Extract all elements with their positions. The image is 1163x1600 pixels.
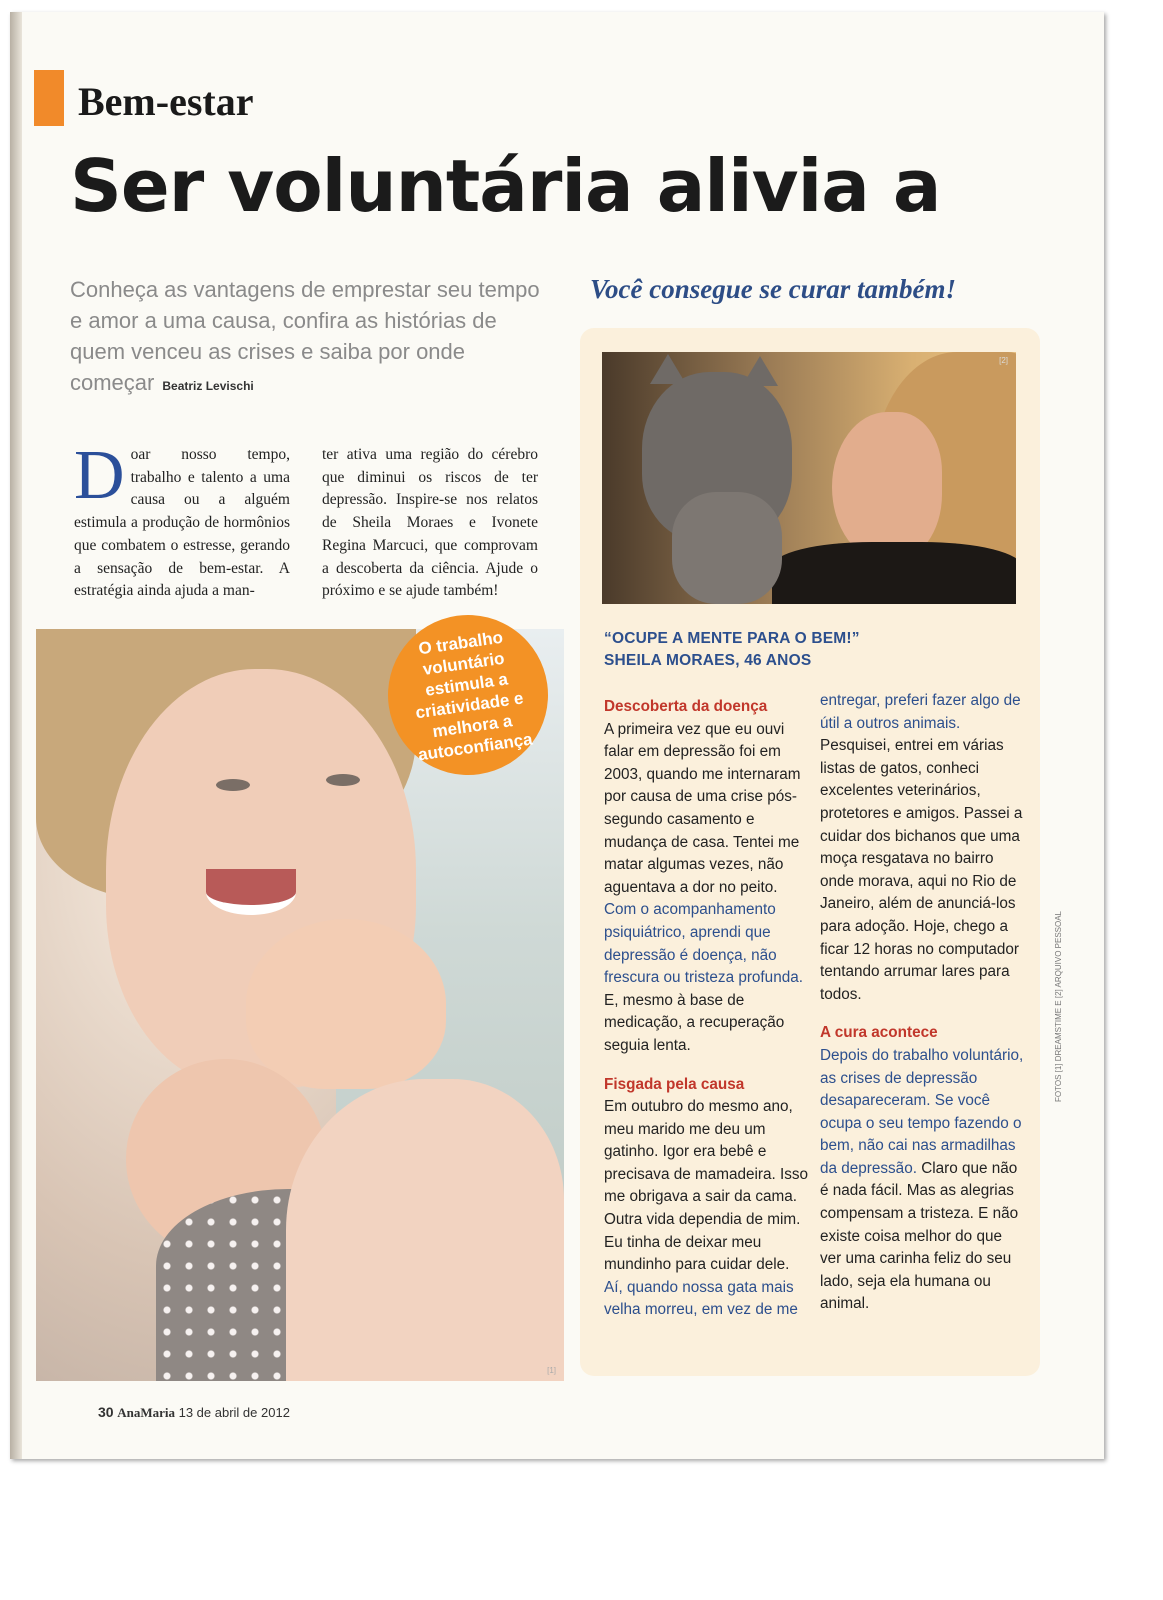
woman-cat-photo bbox=[602, 352, 1016, 604]
photo-woman-face bbox=[832, 412, 942, 562]
spacer bbox=[604, 1058, 809, 1074]
photo-credit: FOTOS [1] DREAMSTIME E [2] ARQUIVO PESSOAL bbox=[1054, 910, 1063, 1102]
photo-eye bbox=[326, 774, 360, 786]
photo-baby bbox=[286, 1079, 564, 1381]
cause-text-2: Pesquisei, entrei em várias listas de gatos, conheci excelentes veterinários, protetores e amigos. Passei a cuidar dos bichanos que uma moça resgatava no bairro onde morava, aqui no Rio de Janeiro, além de anunciá-los para adoção. Hoje, chego a ficar 12 horas no computador tentando arrumar lares para todos. bbox=[820, 737, 1023, 1003]
spacer bbox=[820, 1006, 1025, 1022]
section-label: Bem-estar bbox=[78, 79, 254, 124]
photo-index-1: [1] bbox=[547, 1366, 556, 1375]
cause-highlight-cont: entregar, preferi fazer algo de útil a outros animais. bbox=[820, 692, 1021, 732]
discovery-text: A primeira vez que eu ouvi falar em depressão foi em 2003, quando me internaram por causa de uma crise pós-segundo casamento e mudança de casa. Tentei me matar algumas vezes, não aguentava a dor no peito. bbox=[604, 720, 801, 896]
headline: Ser voluntária alivia a bbox=[70, 144, 941, 228]
page-fold bbox=[10, 12, 22, 1459]
photo-smile bbox=[206, 869, 296, 915]
drop-cap: D bbox=[74, 437, 125, 514]
magazine-name: AnaMaria bbox=[117, 1405, 175, 1420]
pull-quote bbox=[604, 628, 860, 672]
quote-author: SHEILA MORAES, 46 ANOS bbox=[604, 652, 812, 669]
discovery-text-2: E, mesmo à base de medicação, a recuperação seguia lenta. bbox=[604, 991, 785, 1054]
section-tab-marker bbox=[34, 70, 64, 126]
box-heading: Você consegue se curar também! bbox=[590, 274, 956, 304]
magazine-page bbox=[10, 12, 1104, 1459]
intro-column-2: ter ativa uma região do cérebro que diminui os riscos de ter depressão. Inspire-se nos relatos de Sheila Moraes e Ivonete Regina Marcuci, que comprovam a descoberta da ciência. Ajude o próximo e se ajude também! bbox=[322, 446, 538, 600]
page-number: 30 bbox=[98, 1404, 114, 1420]
cure-text: Claro que não é nada fácil. Mas as alegrias compensam a tristeza. E não existe coisa melhor do que ver uma carinha feliz do seu lado, seja ela humana ou animal. bbox=[820, 1159, 1019, 1313]
photo-index-2: [2] bbox=[999, 356, 1008, 365]
discovery-highlight: Com o acompanhamento psiquiátrico, aprendi que depressão é doença, não frescura ou tristeza profunda. bbox=[604, 901, 803, 987]
intro-column-1 bbox=[74, 437, 290, 603]
photo-woman-shirt bbox=[772, 542, 1016, 604]
photo-baby-foot bbox=[246, 919, 446, 1089]
cure-highlight: Depois do trabalho voluntário, as crises de depressão desapareceram. Se você ocupa o seu tempo fazendo o bem, não cai nas armadilhas da depressão. bbox=[820, 1046, 1024, 1177]
photo-cat-body bbox=[672, 492, 782, 604]
byline: Beatriz Levischi bbox=[162, 379, 254, 393]
subhead-cure: A cura acontece bbox=[820, 1024, 938, 1042]
subhead-cause: Fisgada pela causa bbox=[604, 1075, 745, 1093]
quote-text: “OCUPE A MENTE PARA O BEM!” bbox=[604, 630, 860, 647]
quote-badge: O trabalho voluntário estimula a criatividade e melhora a autoconfiança bbox=[378, 605, 559, 786]
intro-text-1: oar nosso tempo, trabalho e talento a uma causa ou a alguém estimula a produção de hormônios que combatem o estresse, gerando a sensação de bem-estar. A estratégia ainda ajuda a man- bbox=[74, 446, 290, 600]
page-footer bbox=[98, 1404, 290, 1421]
lead-text: Conheça as vantagens de emprestar seu tempo e amor a uma causa, confira as histórias de quem venceu as crises e saiba por onde começar bbox=[70, 277, 540, 395]
issue-date: 13 de abril de 2012 bbox=[178, 1405, 290, 1420]
cause-text: Em outubro do mesmo ano, meu marido me deu um gatinho. Igor era bebê e precisava de mamadeira. Isso me obrigava a sair da cama. Outra vida dependia de mim. Eu tinha de deixar meu mundinho para cuidar dele. bbox=[604, 1098, 809, 1274]
subhead-discovery: Descoberta da doença bbox=[604, 698, 768, 715]
box-column-2 bbox=[820, 690, 1025, 1316]
box-column-1 bbox=[604, 696, 809, 1322]
photo-eye bbox=[216, 779, 250, 791]
cause-highlight: Aí, quando nossa gata mais velha morreu, em vez de me bbox=[604, 1278, 798, 1319]
lead-paragraph bbox=[70, 274, 540, 402]
